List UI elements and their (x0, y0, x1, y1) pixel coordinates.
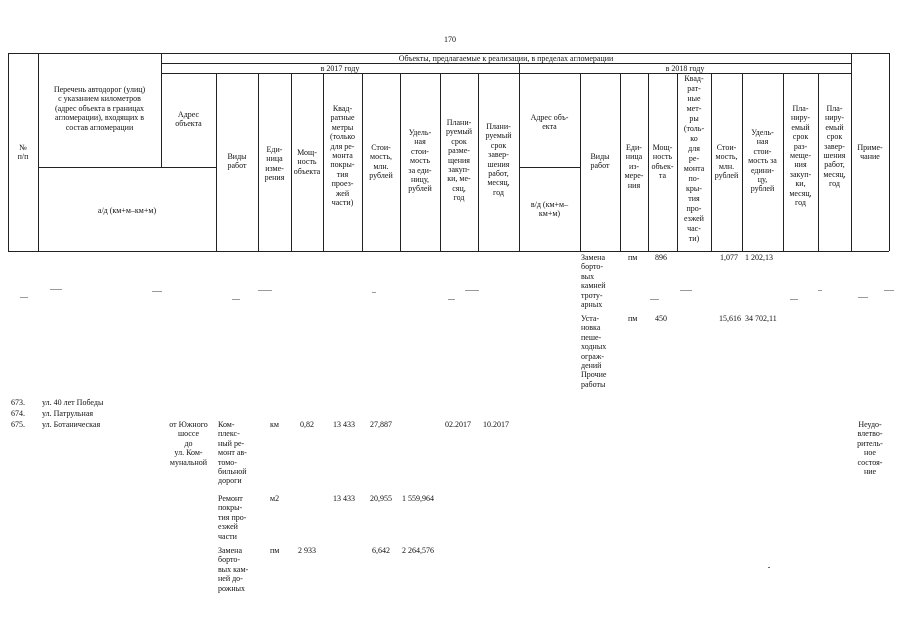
row-road-name: ул. Патрульная (42, 409, 94, 418)
work-unit: м2 (270, 494, 280, 503)
cont-unit: пм (628, 314, 638, 323)
header-plan-place-2018: Пла- ниру- емый срок раз- меще- ния закуп- ки, месяц, год (789, 104, 812, 208)
row-road-name: ул. Ботаническая (42, 420, 101, 429)
header-address-2018: Адрес объ- екта (530, 113, 569, 132)
work-capacity: 2 933 (298, 546, 316, 555)
row-address: от Южного шоссе до ул. Ком- мунальной (169, 420, 208, 467)
header-year-2017: в 2017 году (320, 64, 360, 73)
work-unit-cost: 2 264,576 (402, 546, 434, 555)
work-cost: 27,887 (370, 420, 392, 429)
header-objects-group: Объекты, предлагаемые к реализации, в пределах агломерации (398, 54, 614, 63)
header-unit-cost-2018: Удель- ная стои- мость за едини- цу, рублей (748, 128, 777, 194)
cont-unit-cost: 1 202,13 (745, 253, 773, 262)
header-unit-cost-2017: Удель- ная стои- мость за еди- ницу, рублей (408, 128, 432, 194)
header-work-types-2017: Виды работ (227, 152, 247, 171)
header-km-range-2018: в/д (км+м– км+м) (530, 200, 569, 219)
work-cost: 20,955 (370, 494, 392, 503)
header-note: Приме- чание (857, 143, 883, 162)
work-unit: пм (270, 546, 280, 555)
row-number: 675. (11, 420, 25, 429)
header-plan-place-2017: Плани- руемый срок разме- щения закуп- ки, ме- сяц, год (445, 118, 473, 203)
row-number: 673. (11, 398, 25, 407)
row-road-name: ул. 40 лет Победы (42, 398, 104, 407)
work-type: Ремонт покры- тия про- езжей части (218, 494, 247, 541)
work-capacity: 0,82 (300, 420, 314, 429)
work-type: Ком- плекс- ный ре- монт ав- томо- бильной дороги (218, 420, 247, 486)
cont-cost: 1,077 (720, 253, 738, 262)
work-cost: 6,642 (372, 546, 390, 555)
cont-work: Замена борто- вых камней троту- арных (581, 253, 606, 310)
work-unit: км (270, 420, 279, 429)
work-unit-cost: 1 559,964 (402, 494, 434, 503)
cont-capacity: 450 (655, 314, 667, 323)
header-capacity-2017: Мощ- ность объекта (293, 148, 321, 176)
row-plan-finish: 10.2017 (483, 420, 509, 429)
header-sq-meters-2018: Квад- рат- ные мет- ры (толь- ко для ре- монта по- кры- тия про- езжей час- ти) (683, 74, 705, 243)
header-plan-finish-2018: Пла- ниру- емый срок завер- шения работ, месяц, год (823, 104, 846, 189)
header-plan-finish-2017: Плани- руемый срок завер- шения работ, месяц, год (485, 122, 512, 197)
header-km-range: а/д (км+м–км+м) (97, 206, 157, 215)
cont-capacity: 896 (655, 253, 667, 262)
header-unit-2018: Еди- ница из- мере- ния (624, 143, 644, 190)
header-sq-meters-2017: Квад- ратные метры (только для ре- монта покры- тия проез- жей части) (329, 104, 356, 208)
header-cost-2018: Стои- мость, млн. рублей (714, 143, 739, 181)
header-unit-2017: Еди- ница изме- рения (264, 145, 285, 183)
cont-unit-cost: 34 702,11 (745, 314, 777, 323)
header-year-2018: в 2018 году (665, 64, 705, 73)
header-work-types-2018: Виды работ (590, 152, 610, 171)
header-address-2017: Адрес объекта (175, 110, 202, 129)
work-sq-meters: 13 433 (333, 494, 355, 503)
row-note: Неудо- влетво- ритель- ное состоя- ние (857, 420, 883, 477)
cont-cost: 15,616 (719, 314, 741, 323)
cont-work: Уста- новка пеше- ходных ограж- дений Прочие работы (581, 314, 607, 389)
row-number: 674. (11, 409, 25, 418)
page-number: 170 (444, 35, 456, 44)
header-roads-list: Перечень автодорог (улиц) с указанием километров (адрес объекта в границах агломерации), входящих в состав агломерации (53, 85, 146, 132)
row-plan-place: 02.2017 (445, 420, 471, 429)
work-type: Замена борто- вых кам- ней до- рожных (218, 546, 249, 593)
header-capacity-2018: Мощ- ность объек- та (651, 143, 674, 181)
header-num: № п/п (17, 143, 29, 162)
cont-unit: пм (628, 253, 638, 262)
work-sq-meters: 13 433 (333, 420, 355, 429)
header-cost-2017: Стои- мость, млн. рублей (369, 143, 393, 181)
